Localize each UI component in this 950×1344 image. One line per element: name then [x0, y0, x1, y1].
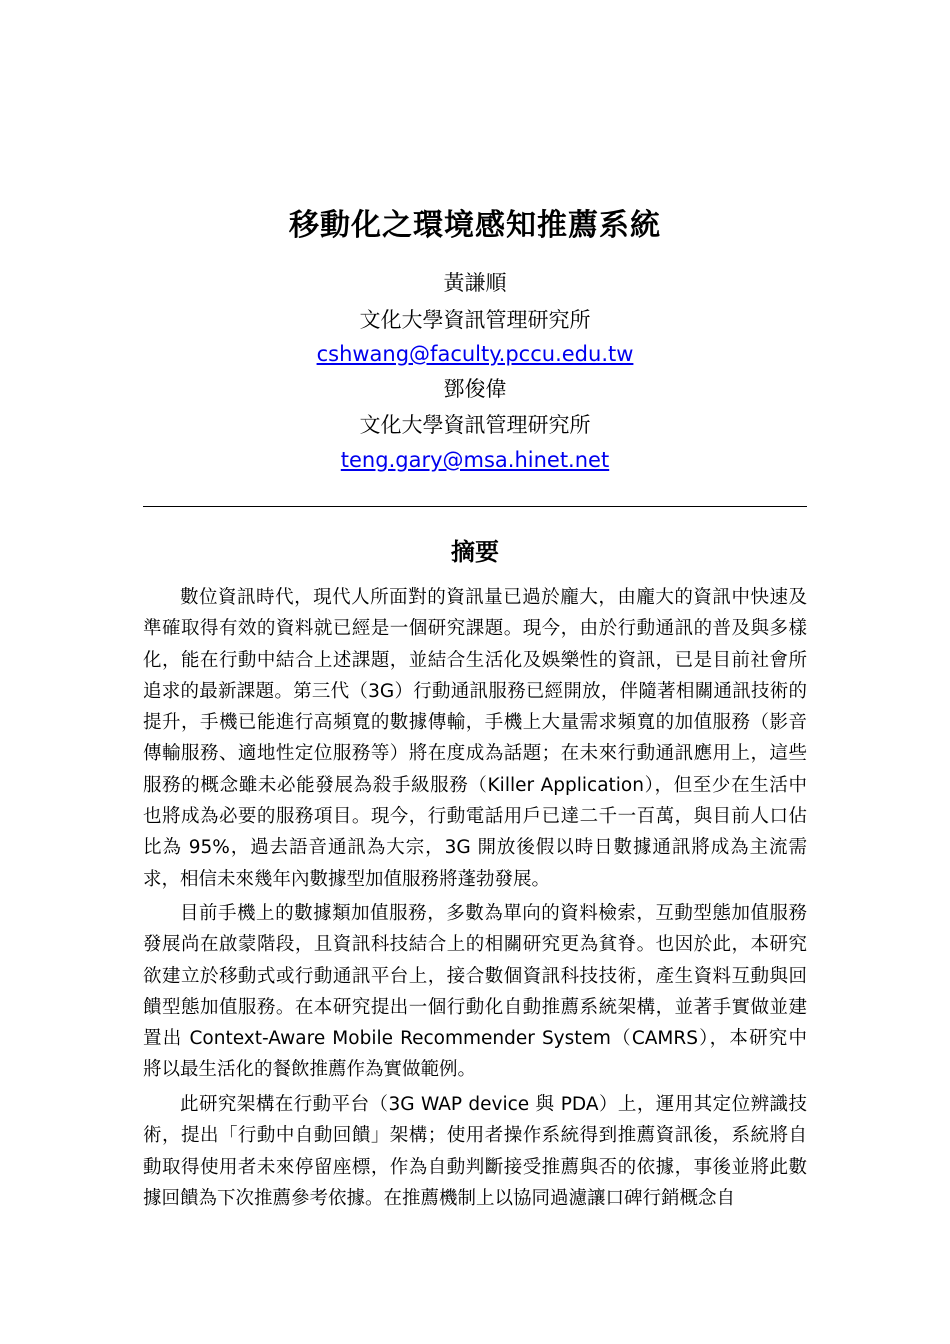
- author-affiliation: 文化大學資訊管理研究所: [359, 308, 591, 332]
- author-affiliation: 文化大學資訊管理研究所: [359, 413, 591, 437]
- abstract-heading: 摘要: [451, 538, 499, 566]
- abstract-paragraph: 目前手機上的數據類加值服務，多數為單向的資料檢索，互動型態加值服務發展尚在啟蒙階段，且資訊科技結合上的相關研究更為貧脊。也因於此，本研究欲建立於移動式或行動通訊平台上，接合數個資訊科技技術，產生資料互動與回饋型態加值服務。在本研究提出一個行動化自動推薦系統架構，並著手實做並建置出 Context-Aware Mobile Recommender System（CAMRS），本研究中將以最生活化的餐飲推薦作為實做範例。: [143, 903, 807, 1081]
- abstract-paragraph: 數位資訊時代，現代人所面對的資訊量已過於龐大，由龐大的資訊中快速及準確取得有效的資料就已經是一個研究課題。現今，由於行動通訊的普及與多樣化，能在行動中結合上述課題，並結合生活化及娛樂性的資訊，已是目前社會所追求的最新課題。第三代（3G）行動通訊服務已經開放，伴隨著相關通訊技術的提升，手機已能進行高頻寬的數據傳輸，手機上大量需求頻寬的加值服務（影音傳輸服務、適地性定位服務等）將在度成為話題；在未來行動通訊應用上，這些服務的概念雖未必能發展為殺手級服務（Killer Application），但至少在生活中也將成為必要的服務項目。現今，行動電話用戶已達二千一百萬，與目前人口佔比為 95%，過去語音通訊為大宗，3G 開放後假以時日數據通訊將成為主流需求，相信未來幾年內數據型加值服務將蓬勃發展。: [143, 587, 807, 890]
- author-email[interactable]: [0, 450, 950, 471]
- email-link[interactable]: teng.gary@msa.hinet.net: [340, 448, 610, 472]
- author-name: 黃謙順: [443, 271, 507, 295]
- abstract-paragraph: 此研究架構在行動平台（3G WAP device 與 PDA）上，運用其定位辨識技術，提出「行動中自動回饋」架構；使用者操作系統得到推薦資訊後，系統將自動取得使用者未來停留座標，作為自動判斷接受推薦與否的依據，事後並將此數據回饋為下次推薦參考依據。在推薦機制上以協同過濾讓口碑行銷概念自: [143, 1094, 807, 1209]
- author-email[interactable]: [0, 344, 950, 365]
- author-name: 鄧俊偉: [443, 377, 507, 401]
- email-link[interactable]: cshwang@faculty.pccu.edu.tw: [316, 342, 634, 366]
- divider: [143, 506, 807, 507]
- paper-title: 移動化之環境感知推薦系統: [289, 208, 661, 243]
